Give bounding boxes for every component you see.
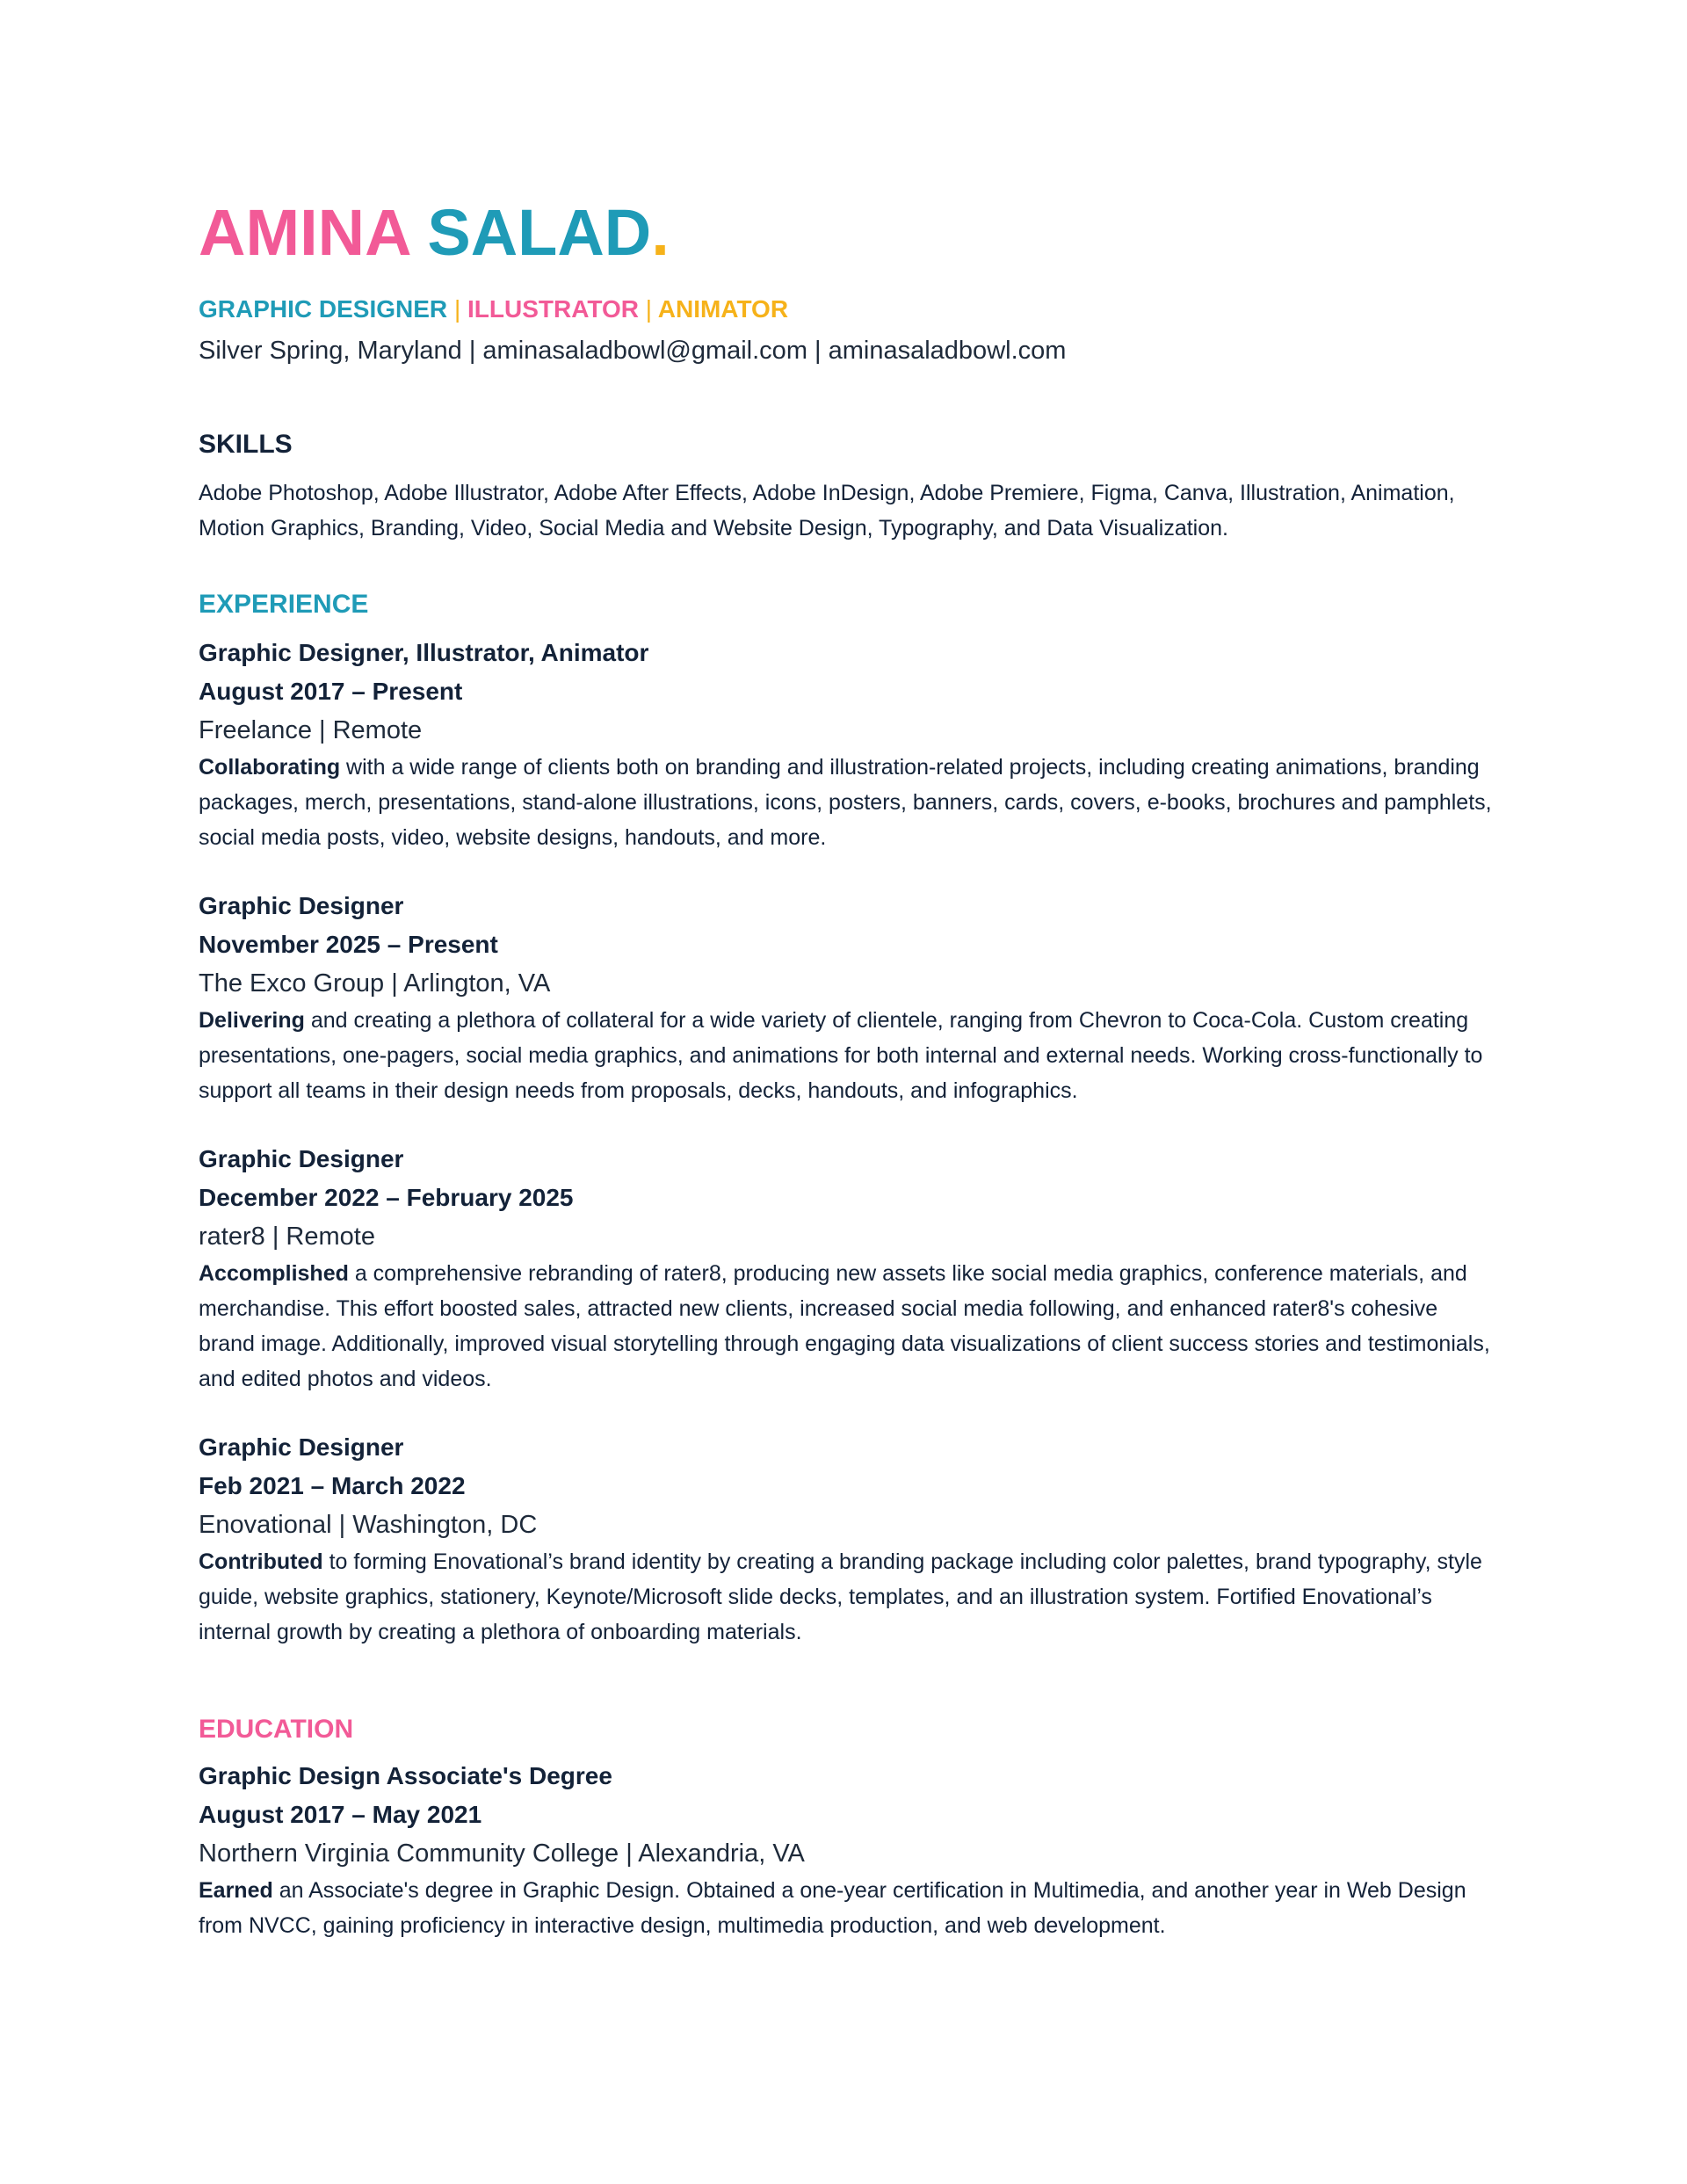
entry-description — [199, 750, 1499, 855]
education-heading: EDUCATION — [199, 1714, 354, 1744]
entry-desc-text: an Associate's degree in Graphic Design. Obtained a one-year certification in Multimedia, and another year in Web Design from NVCC, gaining proficiency in interactive design, multimedia production, and web development. — [199, 1877, 1466, 1938]
entry-desc-text: and creating a plethora of collateral for a wide variety of clientele, ranging from Chevron to Coca-Cola. Custom creating presentations, one-pagers, social media graphics, and animations for both internal and external needs. Working cross-functionally to support all teams in their design needs from proposals, decks, handouts, and infographics. — [199, 1007, 1483, 1103]
entry-description — [199, 1256, 1499, 1397]
entry-org: Northern Virginia Community College | Alexandria, VA — [199, 1839, 805, 1868]
entry-org: Freelance | Remote — [199, 715, 423, 744]
first-name: AMINA — [199, 196, 409, 269]
experience-entry — [199, 1428, 1499, 1650]
entry-dates: August 2017 – May 2021 — [199, 1800, 482, 1828]
entry-desc-text: a comprehensive rebranding of rater8, producing new assets like social media graphics, conference materials, and merchandise. This effort boosted sales, attracted new clients, increased social media following, and enhanced rater8's cohesive brand image. Additionally, improved visual storytelling through engaging data visualizations of client success stories and testimonials, and edited photos and videos. — [199, 1260, 1490, 1391]
entry-org: The Exco Group | Arlington, VA — [199, 969, 551, 998]
role-animator: ANIMATOR — [657, 295, 789, 323]
entry-role: Graphic Designer — [199, 1433, 404, 1461]
contact-line: Silver Spring, Maryland | aminasaladbowl@gmail.com | aminasaladbowl.com — [199, 337, 1067, 365]
entry-lead-word: Collaborating — [199, 754, 341, 780]
entry-role: Graphic Design Associate's Degree — [199, 1761, 612, 1789]
entry-dates: December 2022 – February 2025 — [199, 1183, 574, 1211]
entry-org: rater8 | Remote — [199, 1222, 375, 1251]
entry-dates: November 2025 – Present — [199, 930, 498, 958]
resume-page — [199, 196, 1499, 1943]
education-entry — [199, 1757, 1499, 1943]
entry-desc-text: to forming Enovational’s brand identity by creating a branding package including color palettes, brand typography, style guide, website graphics, stationery, Keynote/Microsoft slide decks, templates, and an illustration system. Fortified Enovational’s internal growth by creating a plethora of onboarding materials. — [199, 1549, 1482, 1644]
role-separator: | — [645, 295, 653, 323]
candidate-name — [199, 196, 1499, 269]
entry-description — [199, 1003, 1499, 1108]
entry-lead-word: Accomplished — [199, 1260, 349, 1286]
entry-description — [199, 1544, 1499, 1650]
role-separator: | — [453, 295, 461, 323]
name-dot: . — [651, 196, 670, 269]
roles-line — [199, 297, 1499, 322]
experience-heading: EXPERIENCE — [199, 589, 369, 619]
last-name: SALAD — [427, 196, 652, 269]
entry-desc-text: with a wide range of clients both on branding and illustration-related projects, including creating animations, branding packages, merch, presentations, stand-alone illustrations, icons, posters, banners, cards, covers, e-books, brochures and pamphlets, social media posts, video, website designs, handouts, and more. — [199, 754, 1492, 850]
entry-lead-word: Contributed — [199, 1549, 323, 1574]
entry-org: Enovational | Washington, DC — [199, 1510, 538, 1539]
entry-lead-word: Earned — [199, 1877, 273, 1903]
entry-description — [199, 1873, 1499, 1943]
entry-role: Graphic Designer, Illustrator, Animator — [199, 638, 649, 666]
role-illustrator: ILLUSTRATOR — [467, 295, 639, 323]
entry-dates: Feb 2021 – March 2022 — [199, 1471, 466, 1499]
entry-role: Graphic Designer — [199, 891, 404, 919]
entry-lead-word: Delivering — [199, 1007, 305, 1033]
entry-role: Graphic Designer — [199, 1144, 404, 1172]
experience-entry — [199, 887, 1499, 1108]
experience-entry — [199, 634, 1499, 855]
experience-entry — [199, 1140, 1499, 1397]
role-graphic-designer: GRAPHIC DESIGNER — [199, 295, 448, 323]
skills-heading: SKILLS — [199, 429, 293, 459]
skills-text: Adobe Photoshop, Adobe Illustrator, Adobe After Effects, Adobe InDesign, Adobe Premiere, Figma, Canva, Illustration, Animation, Motion Graphics, Branding, Video, Social Media and Website Design, Typography, and Data Visualization. — [199, 480, 1455, 541]
entry-dates: August 2017 – Present — [199, 677, 463, 705]
